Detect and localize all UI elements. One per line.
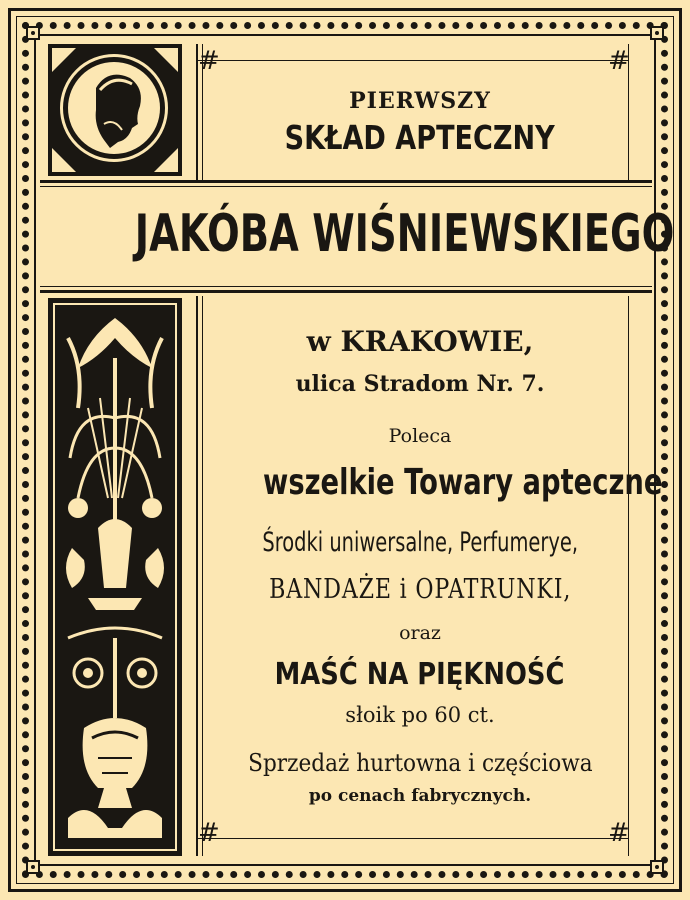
woman-profile-icon <box>48 44 182 176</box>
sale-line-text: Sprzedaż hurtowna i częściowa <box>247 749 593 777</box>
city-line: w KRAKOWIE, <box>306 325 534 358</box>
corner-ornament-icon <box>650 26 664 40</box>
ointment-line <box>200 657 640 692</box>
heading-line-2-text: SKŁAD APTECZNY <box>284 118 556 157</box>
remedies-line <box>200 527 640 558</box>
bottom-rule <box>196 838 628 839</box>
column-rule <box>196 296 198 856</box>
bandages-line <box>200 574 640 605</box>
hash-ornament-icon: # <box>608 46 630 76</box>
corner-ornament-icon <box>26 26 40 40</box>
corner-ornament-icon <box>650 860 664 874</box>
bandages-line-text: BANDAŻE i OPATRUNKI, <box>268 574 572 605</box>
corner-ornament-icon <box>26 860 40 874</box>
pharmacist-name <box>40 204 675 264</box>
heading-line-1: PIERWSZY <box>349 88 491 114</box>
factory-prices-line: po cenach fabrycznych. <box>308 786 532 806</box>
top-rule <box>196 60 628 61</box>
remedies-line-text: Środki uniwersalne, Perfumerye, <box>262 527 578 558</box>
ointment-line-text: MAŚĆ NA PIĘKNOŚĆ <box>275 657 565 692</box>
sale-line <box>200 749 640 777</box>
goods-line-text: wszelkie Towary apteczne <box>263 462 663 503</box>
recommends-line: Poleca <box>388 425 452 447</box>
price-line: słoik po 60 ct. <box>345 703 495 727</box>
pharmacist-name-text: JAKÓBA WIŚNIEWSKIEGO <box>134 204 675 264</box>
hash-ornament-icon: # <box>198 818 220 848</box>
floral-vase-icon <box>48 298 182 856</box>
left-ornament-column <box>48 44 182 856</box>
street-line: ulica Stradom Nr. 7. <box>295 371 545 397</box>
goods-line <box>200 462 663 503</box>
hash-ornament-icon: # <box>608 818 630 848</box>
hash-ornament-icon: # <box>198 46 220 76</box>
heading-line-2 <box>200 118 640 157</box>
and-line: oraz <box>399 622 441 644</box>
